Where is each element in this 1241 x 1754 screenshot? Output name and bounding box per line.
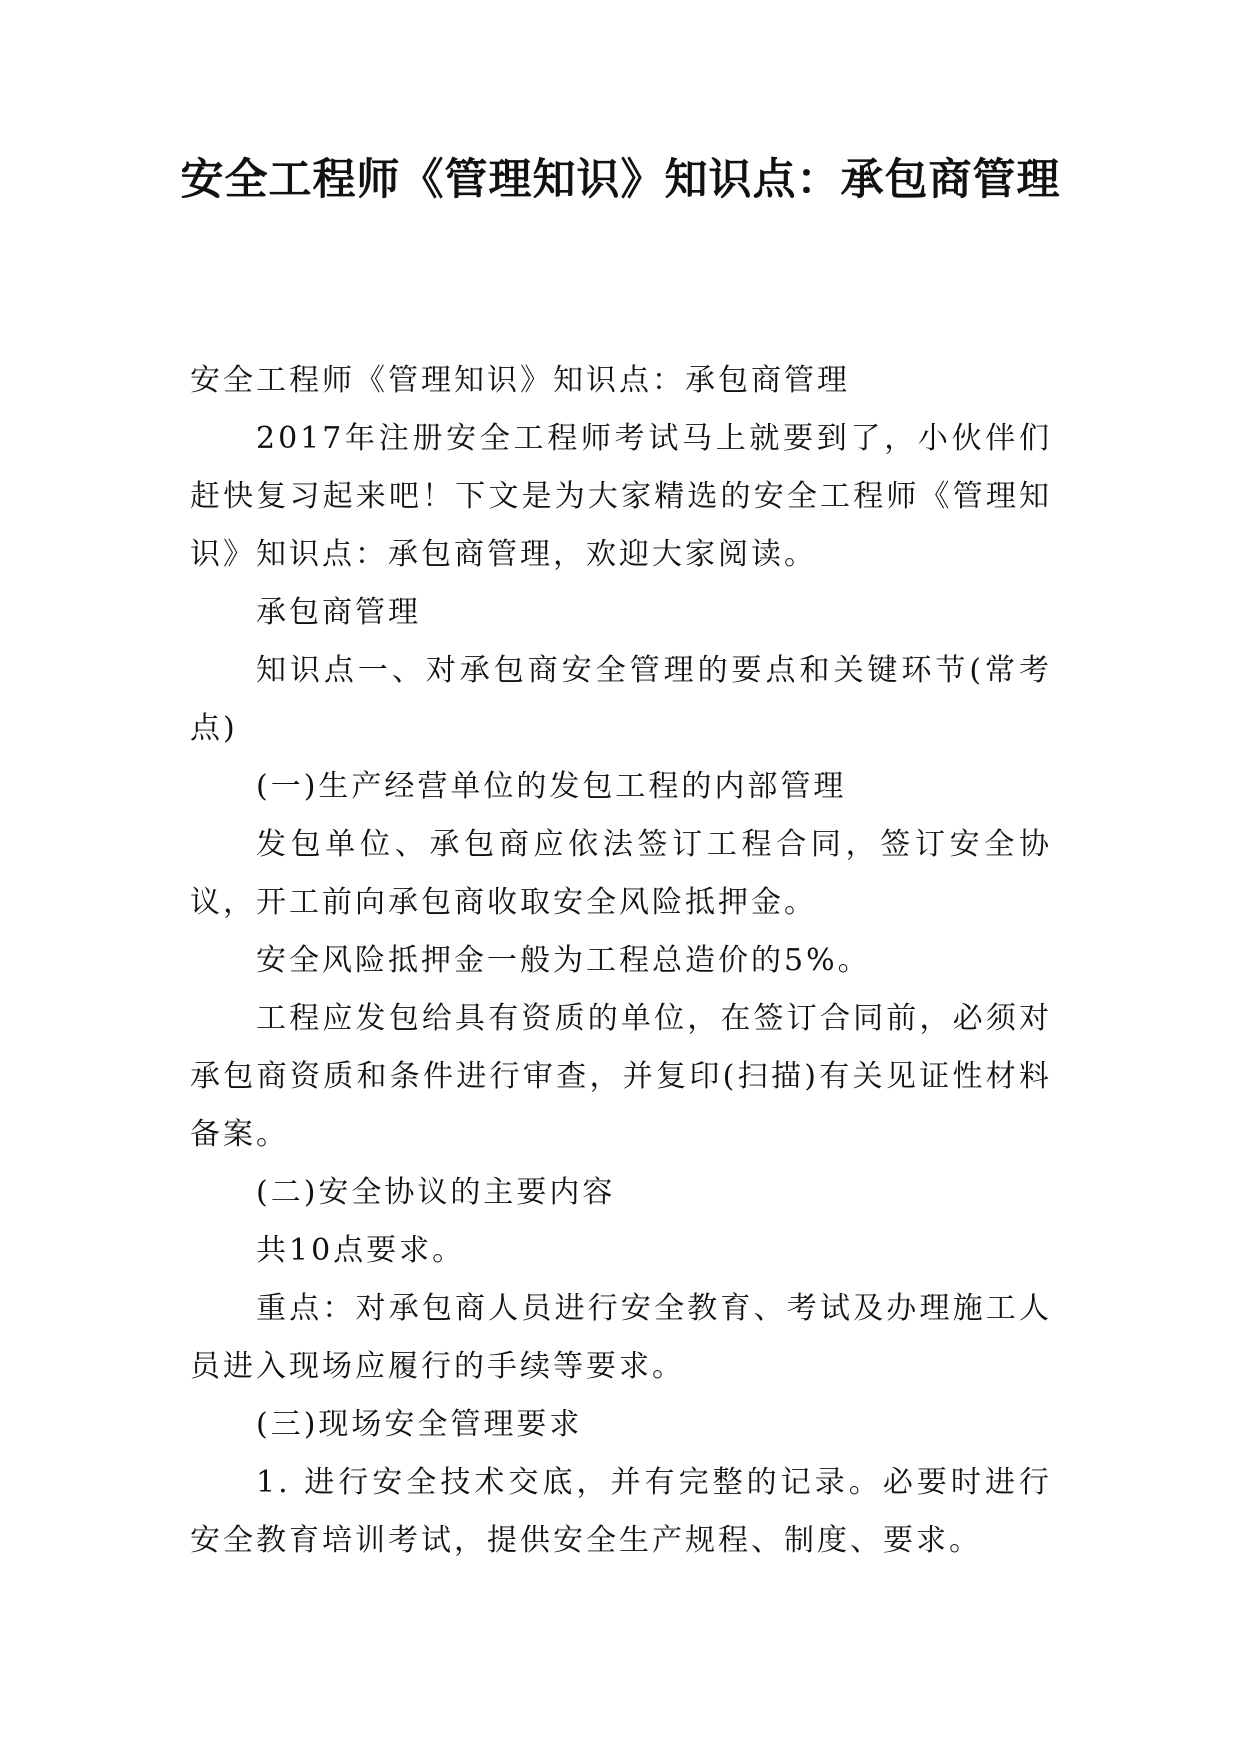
paragraph-subtitle: 安全工程师《管理知识》知识点：承包商管理: [190, 363, 850, 398]
paragraph-qualification: 工程应发包给具有资质的单位，在签订合同前，必须对承包商资质和条件进行审查，并复印(扫描)有关见证性材料备案。: [190, 1001, 1052, 1152]
paragraph-subheading-1: (一)生产经营单位的发包工程的内部管理: [256, 769, 847, 804]
paragraph-section-heading: 承包商管理: [256, 595, 421, 630]
paragraph-key-points: 重点：对承包商人员进行安全教育、考试及办理施工人员进入现场应履行的手续等要求。: [190, 1291, 1052, 1384]
paragraph-subheading-2: (二)安全协议的主要内容: [256, 1175, 616, 1210]
paragraph-subheading-3: (三)现场安全管理要求: [256, 1407, 583, 1442]
paragraph-item-1: 1. 进行安全技术交底，并有完整的记录。必要时进行安全教育培训考试，提供安全生产规程、制度、要求。: [190, 1465, 1052, 1558]
paragraph-contract: 发包单位、承包商应依法签订工程合同，签订安全协议，开工前向承包商收取安全风险抵押金。: [190, 827, 1052, 920]
paragraph-intro: 2017年注册安全工程师考试马上就要到了，小伙伴们赶快复习起来吧！下文是为大家精选的安全工程师《管理知识》知识点：承包商管理，欢迎大家阅读。: [190, 421, 1052, 572]
paragraph-knowledge-point-1: 知识点一、对承包商安全管理的要点和关键环节(常考点): [190, 653, 1052, 746]
paragraph-requirements-count: 共10点要求。: [256, 1233, 466, 1268]
document-title: 安全工程师《管理知识》知识点：承包商管理: [180, 155, 1061, 205]
paragraph-deposit: 安全风险抵押金一般为工程总造价的5%。: [256, 943, 871, 978]
document-body: [190, 352, 1052, 1570]
